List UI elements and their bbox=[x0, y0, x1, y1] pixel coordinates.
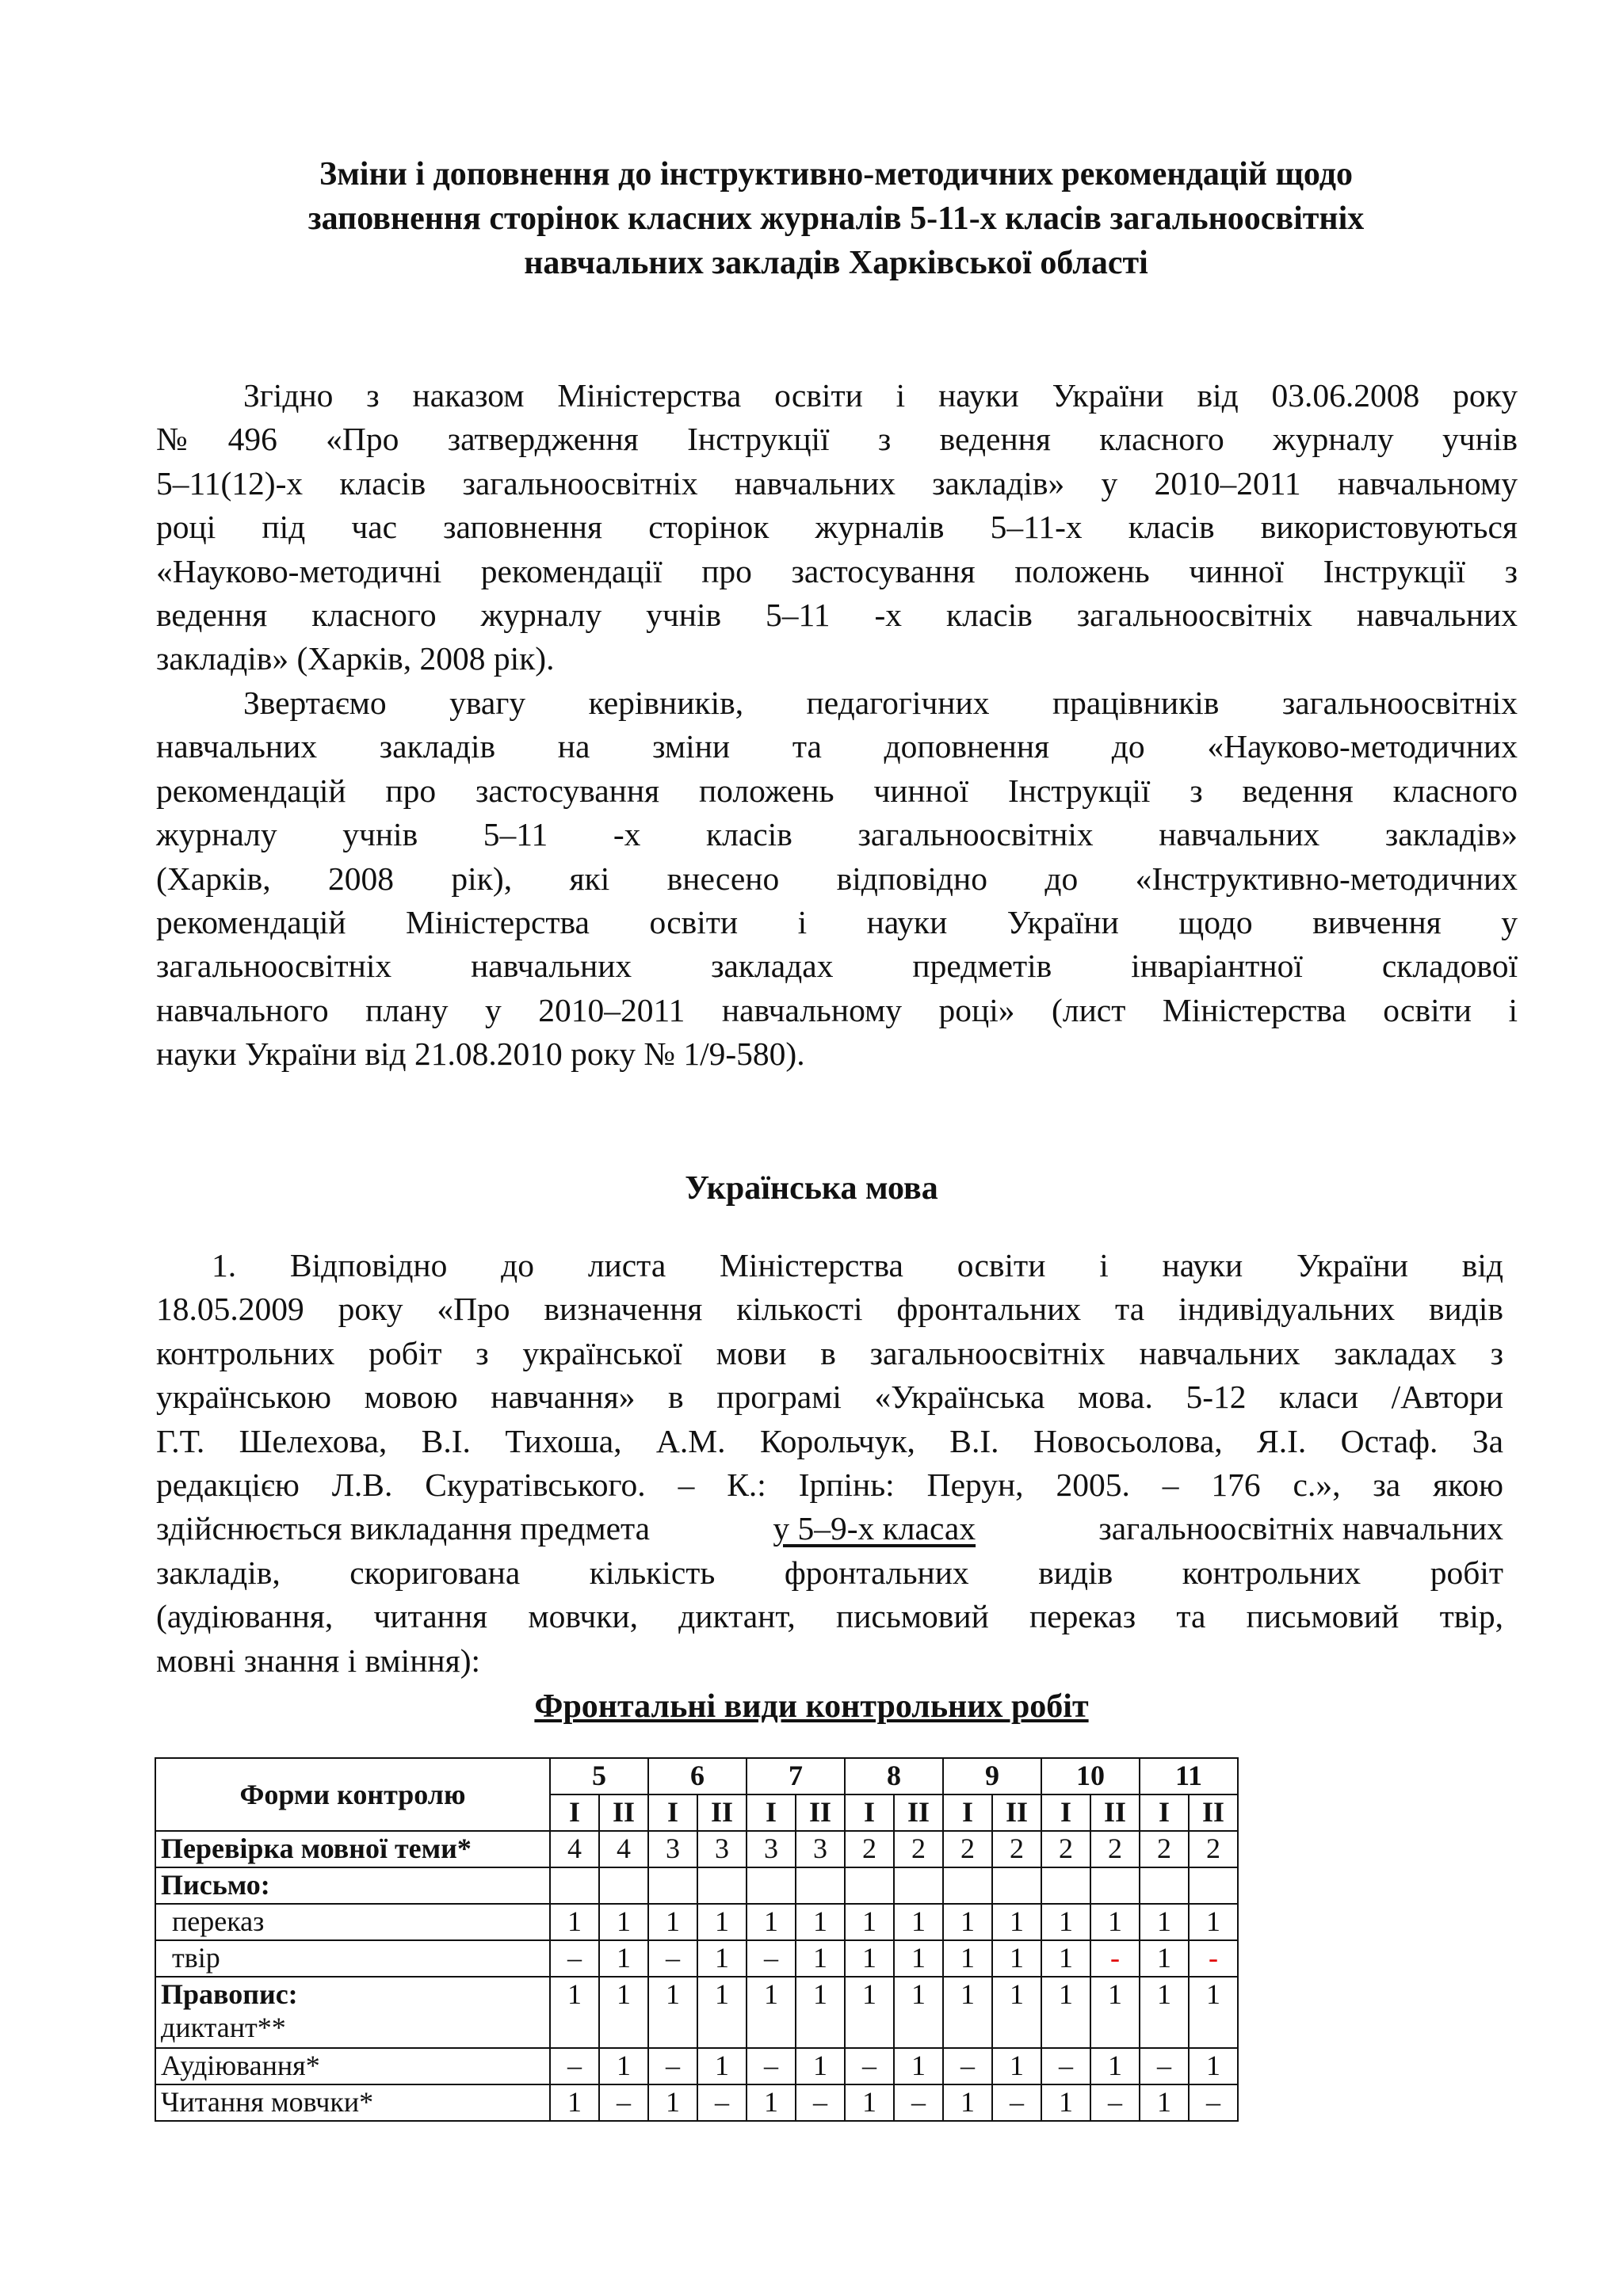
table-cell: 2 bbox=[845, 1831, 894, 1867]
p1-line: «Науково-методичні рекомендації про застосування положень чинної Інструкції з bbox=[156, 552, 1518, 589]
grade-header: 5 bbox=[550, 1758, 648, 1794]
paragraph-2 bbox=[156, 681, 1518, 1077]
p2-line: рекомендацій про застосування положень чинної Інструкції з ведення класного bbox=[156, 772, 1518, 809]
table-cell bbox=[1189, 1867, 1238, 1904]
table-cell: – bbox=[747, 2048, 796, 2084]
table-cell: – bbox=[894, 2084, 943, 2121]
table-cell: 1 bbox=[943, 2084, 992, 2121]
table-cell: 1 bbox=[697, 2048, 747, 2084]
table-cell: 1 bbox=[943, 1977, 992, 2048]
semester-header: І bbox=[845, 1794, 894, 1831]
p2-line: науки України від 21.08.2010 року № 1/9-580). bbox=[156, 1035, 805, 1073]
semester-header: ІІ bbox=[992, 1794, 1041, 1831]
table-row bbox=[155, 1977, 1238, 2048]
row-label: Читання мовчки* bbox=[155, 2084, 550, 2121]
grade-header: 8 bbox=[845, 1758, 943, 1794]
table-cell: 1 bbox=[992, 1977, 1041, 2048]
title-line-3: навчальних закладів Харківської області bbox=[524, 245, 1148, 281]
table-cell: 1 bbox=[697, 1977, 747, 2048]
table-cell: 2 bbox=[1041, 1831, 1090, 1867]
grade-header: 11 bbox=[1140, 1758, 1238, 1794]
table-cell: - bbox=[1189, 1940, 1238, 1977]
table-cell: 4 bbox=[550, 1831, 599, 1867]
table-cell: 1 bbox=[894, 1904, 943, 1940]
table-cell: 1 bbox=[796, 1940, 845, 1977]
row-label: Аудіювання* bbox=[155, 2048, 550, 2084]
table-cell: 1 bbox=[1041, 1977, 1090, 2048]
table-cell: 1 bbox=[747, 1977, 796, 2048]
row-label: Письмо: bbox=[155, 1867, 550, 1904]
p3-line: контрольних робіт з української мови в загальноосвітніх навчальних закладах з bbox=[156, 1334, 1503, 1371]
table-cell: 1 bbox=[599, 1904, 648, 1940]
p2-line: навчальних закладів на зміни та доповнення до «Науково-методичних bbox=[156, 728, 1518, 765]
table-cell: 1 bbox=[992, 1904, 1041, 1940]
table-row bbox=[155, 1940, 1238, 1977]
table-header-grades bbox=[155, 1758, 1238, 1794]
table-title: Фронтальні види контрольних робіт bbox=[534, 1688, 1089, 1725]
table-cell: – bbox=[796, 2084, 845, 2121]
p2-line: Звертаємо увагу керівників, педагогічних працівників загальноосвітніх bbox=[243, 685, 1518, 721]
table-cell: 1 bbox=[894, 1940, 943, 1977]
p2-line: навчального плану у 2010–2011 навчальному році» (лист Міністерства освіти і bbox=[156, 991, 1518, 1028]
table-cell: 1 bbox=[992, 2048, 1041, 2084]
table-cell bbox=[550, 1867, 599, 1904]
row-label-main: Правопис: bbox=[161, 1978, 298, 2010]
table-cell: 1 bbox=[894, 1977, 943, 2048]
table-cell: 1 bbox=[1090, 1904, 1140, 1940]
table-cell: 1 bbox=[1140, 1940, 1189, 1977]
semester-header: І bbox=[1140, 1794, 1189, 1831]
table-cell bbox=[1090, 1867, 1140, 1904]
table-cell: 1 bbox=[1041, 1940, 1090, 1977]
table-cell: 3 bbox=[697, 1831, 747, 1867]
table-cell: 4 bbox=[599, 1831, 648, 1867]
table-cell bbox=[943, 1867, 992, 1904]
table-cell: 1 bbox=[550, 1904, 599, 1940]
table-cell: 1 bbox=[599, 2048, 648, 2084]
table-cell: 3 bbox=[648, 1831, 697, 1867]
table-cell: 1 bbox=[747, 2084, 796, 2121]
table-cell: 1 bbox=[599, 1977, 648, 2048]
semester-header: І bbox=[943, 1794, 992, 1831]
table-cell bbox=[747, 1867, 796, 1904]
table-cell: 1 bbox=[1189, 1977, 1238, 2048]
p3-segment: загальноосвітніх навчальних bbox=[1098, 1510, 1503, 1547]
table-cell: 1 bbox=[697, 1904, 747, 1940]
table-cell: 1 bbox=[992, 1940, 1041, 1977]
title-line-2: заповнення сторінок класних журналів 5-11-х класів загальноосвітніх bbox=[307, 200, 1365, 237]
underlined-grades: у 5–9-х класах bbox=[773, 1510, 976, 1547]
section-title: Українська мова bbox=[685, 1170, 938, 1207]
p3-line-underlined bbox=[156, 1507, 1503, 1550]
table-cell: – bbox=[550, 2048, 599, 2084]
table-cell bbox=[1041, 1867, 1090, 1904]
table-cell: 1 bbox=[796, 2048, 845, 2084]
table-cell bbox=[697, 1867, 747, 1904]
row-label: переказ bbox=[155, 1904, 550, 1940]
paragraph-1 bbox=[156, 374, 1518, 681]
table-cell: 1 bbox=[1041, 1904, 1090, 1940]
table-cell: 1 bbox=[648, 1977, 697, 2048]
semester-header: ІІ bbox=[796, 1794, 845, 1831]
table-cell: – bbox=[992, 2084, 1041, 2121]
table-row bbox=[155, 2048, 1238, 2084]
p3-line: українською мовою навчання» в програмі «Українська мова. 5-12 класи /Автори bbox=[156, 1379, 1503, 1416]
table-cell: – bbox=[550, 1940, 599, 1977]
table-cell: 1 bbox=[697, 1940, 747, 1977]
table-cell: 1 bbox=[1090, 2048, 1140, 2084]
table-row bbox=[155, 1904, 1238, 1940]
title-line-1: Зміни і доповнення до інструктивно-методичних рекомендацій щодо bbox=[319, 156, 1353, 193]
p3-line: редакцією Л.В. Скуратівського. – К.: Ірпінь: Перун, 2005. – 176 с.», за якою bbox=[156, 1466, 1503, 1503]
table-row bbox=[155, 1831, 1238, 1867]
p3-segment: здійснюється викладання предмета bbox=[156, 1510, 651, 1547]
table-cell: 2 bbox=[1189, 1831, 1238, 1867]
p3-line: мовні знання і вміння): bbox=[156, 1642, 481, 1679]
table-cell: 1 bbox=[648, 2084, 697, 2121]
table-cell bbox=[599, 1867, 648, 1904]
table-cell: 2 bbox=[1140, 1831, 1189, 1867]
table-cell bbox=[845, 1867, 894, 1904]
paragraph-3 bbox=[156, 1244, 1503, 1683]
p1-line: 5–11(12)-х класів загальноосвітніх навчальних закладів» у 2010–2011 навчальному bbox=[156, 464, 1518, 502]
table-cell: – bbox=[599, 2084, 648, 2121]
table-cell: – bbox=[845, 2048, 894, 2084]
p3-line: Г.Т. Шелехова, В.І. Тихоша, А.М. Корольчук, В.І. Новосьолова, Я.І. Остаф. За bbox=[156, 1422, 1503, 1459]
table-cell bbox=[992, 1867, 1041, 1904]
semester-header: І bbox=[648, 1794, 697, 1831]
table-cell: 1 bbox=[1140, 1904, 1189, 1940]
p3-line: закладів, скоригована кількість фронтальних видів контрольних робіт bbox=[156, 1554, 1503, 1591]
grade-header: 7 bbox=[747, 1758, 845, 1794]
table-cell: – bbox=[747, 1940, 796, 1977]
grade-header: 10 bbox=[1041, 1758, 1140, 1794]
semester-header: ІІ bbox=[697, 1794, 747, 1831]
p2-line: журналу учнів 5–11 -х класів загальноосвітніх навчальних закладів» bbox=[156, 816, 1518, 853]
p1-line: ведення класного журналу учнів 5–11 -х класів загальноосвітніх навчальних bbox=[156, 596, 1518, 633]
semester-header: І bbox=[747, 1794, 796, 1831]
table-cell: 2 bbox=[1090, 1831, 1140, 1867]
table-cell: 1 bbox=[550, 1977, 599, 2048]
semester-header: І bbox=[550, 1794, 599, 1831]
table-cell: 1 bbox=[1140, 2084, 1189, 2121]
table-cell: 1 bbox=[599, 1940, 648, 1977]
row-label: твір bbox=[155, 1940, 550, 1977]
table-cell: 1 bbox=[796, 1904, 845, 1940]
table-cell: 1 bbox=[1189, 2048, 1238, 2084]
p1-line: №496 «Про затвердження Інструкції з ведення класного журналу учнів bbox=[156, 421, 1518, 458]
p3-line: (аудіювання, читання мовчки, диктант, письмовий переказ та письмовий твір, bbox=[156, 1598, 1503, 1635]
table-cell: 1 bbox=[747, 1904, 796, 1940]
table-cell: - bbox=[1090, 1940, 1140, 1977]
table-cell: – bbox=[648, 2048, 697, 2084]
semester-header: І bbox=[1041, 1794, 1090, 1831]
table-cell bbox=[1140, 1867, 1189, 1904]
table-cell: 1 bbox=[550, 2084, 599, 2121]
p3-line: 1. Відповідно до листа Міністерства освіти і науки України від bbox=[212, 1247, 1503, 1283]
grade-header: 9 bbox=[943, 1758, 1041, 1794]
header-label: Форми контролю bbox=[155, 1758, 550, 1831]
table-cell: – bbox=[943, 2048, 992, 2084]
table-cell: – bbox=[1090, 2084, 1140, 2121]
table-cell: – bbox=[1189, 2084, 1238, 2121]
p2-line: (Харків, 2008 рік), які внесено відповідно до «Інструктивно-методичних bbox=[156, 860, 1518, 897]
table-cell: 2 bbox=[894, 1831, 943, 1867]
table-cell: 1 bbox=[1041, 2084, 1090, 2121]
table-cell: 1 bbox=[943, 1940, 992, 1977]
table-cell: 1 bbox=[648, 1904, 697, 1940]
p3-line: 18.05.2009 року «Про визначення кількості фронтальних та індивідуальних видів bbox=[156, 1291, 1503, 1328]
table-cell bbox=[648, 1867, 697, 1904]
p2-line: рекомендацій Міністерства освіти і науки України щодо вивчення у bbox=[156, 903, 1518, 940]
row-label: Перевірка мовної теми* bbox=[155, 1831, 550, 1867]
table-cell: 1 bbox=[845, 1977, 894, 2048]
row-label bbox=[155, 1977, 550, 2048]
p1-line: Згідно з наказом Міністерства освіти і науки України від 03.06.2008 року bbox=[243, 377, 1518, 414]
p1-line: закладів» (Харків, 2008 рік). bbox=[156, 640, 555, 677]
table-cell: 3 bbox=[747, 1831, 796, 1867]
table-cell: 1 bbox=[1189, 1904, 1238, 1940]
table-cell: – bbox=[648, 1940, 697, 1977]
semester-header: ІІ bbox=[894, 1794, 943, 1831]
table-cell: 1 bbox=[1090, 1977, 1140, 2048]
table-cell: 2 bbox=[992, 1831, 1041, 1867]
table-cell: 1 bbox=[943, 1904, 992, 1940]
table-cell: 2 bbox=[943, 1831, 992, 1867]
table-cell: 1 bbox=[894, 2048, 943, 2084]
semester-header: ІІ bbox=[1189, 1794, 1238, 1831]
table-cell: 1 bbox=[845, 2084, 894, 2121]
table-cell: 3 bbox=[796, 1831, 845, 1867]
p1-line: році під час заповнення сторінок журналів 5–11-х класів використовуються bbox=[156, 509, 1518, 546]
grade-header: 6 bbox=[648, 1758, 747, 1794]
table-cell bbox=[894, 1867, 943, 1904]
p2-line: загальноосвітніх навчальних закладах предметів інваріантної складової bbox=[156, 948, 1518, 985]
semester-header: ІІ bbox=[1090, 1794, 1140, 1831]
table-row bbox=[155, 1867, 1238, 1904]
semester-header: ІІ bbox=[599, 1794, 648, 1831]
table-cell: – bbox=[1140, 2048, 1189, 2084]
row-label-sub: диктант** bbox=[161, 2012, 286, 2043]
table-cell bbox=[796, 1867, 845, 1904]
table-cell: 1 bbox=[796, 1977, 845, 2048]
table-cell: 1 bbox=[845, 1904, 894, 1940]
table-row bbox=[155, 2084, 1238, 2121]
table-cell: 1 bbox=[1140, 1977, 1189, 2048]
control-works-table bbox=[155, 1757, 1239, 2122]
document-title bbox=[151, 152, 1522, 285]
table-cell: – bbox=[697, 2084, 747, 2121]
table-cell: 1 bbox=[845, 1940, 894, 1977]
table-cell: – bbox=[1041, 2048, 1090, 2084]
